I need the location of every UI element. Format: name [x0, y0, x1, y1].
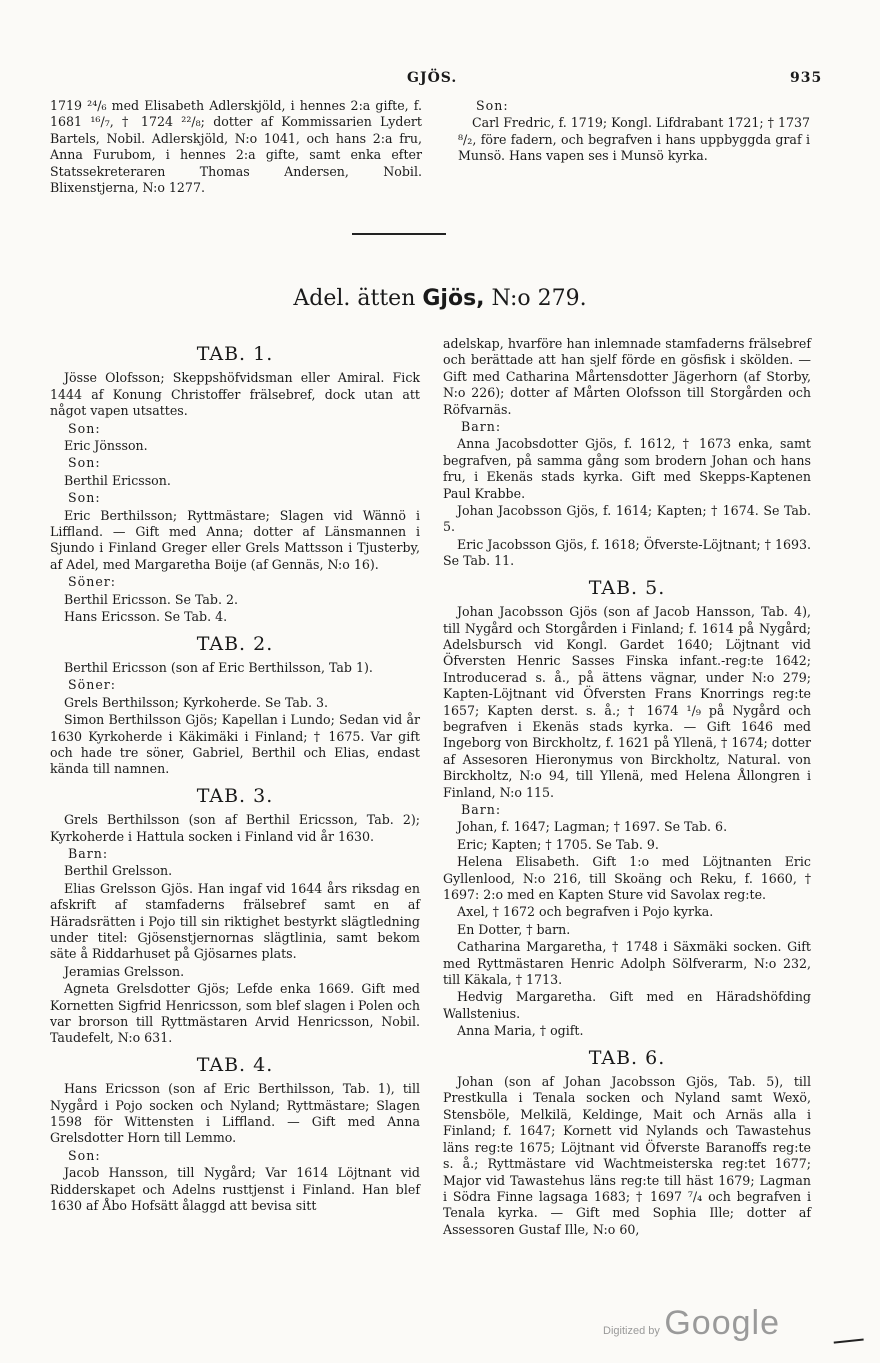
tab-heading: TAB. 6. — [588, 1046, 666, 1069]
title-suffix: N:o 279. — [491, 286, 587, 311]
text-paragraph: Eric; Kapten; † 1705. Se Tab. 9. — [457, 836, 659, 852]
text-paragraph: Agneta Grelsdotter Gjös; Lefde enka 1669. Gift med Kornetten Sigfrid Henricsson, som blef slagen i Polen och var brorson till Ryttmästaren Arvid Henricsson, Nobil. Taudefelt, N:o 631. — [50, 981, 420, 1046]
text-paragraph: Carl Fredric, f. 1719; Kongl. Lifdrabant 1721; † 1737 ⁸/₂, före fadern, och begrafven i hans uppbyggda graf i Munsö. Hans vapen ses i Munsö kyrka. — [458, 115, 810, 164]
text-paragraph: En Dotter, † barn. — [457, 921, 571, 937]
tab-heading: TAB. 4. — [196, 1053, 274, 1076]
text-paragraph: Grels Berthilsson (son af Berthil Ericsson, Tab. 2); Kyrkoherde i Hattula socken i Finland vid år 1630. — [50, 812, 420, 844]
watermark-small: Digitized by — [603, 1325, 660, 1337]
section-label: Son: — [68, 1147, 101, 1163]
tab-heading: TAB. 5. — [588, 576, 666, 599]
text-paragraph: Jeramias Grelsson. — [64, 963, 185, 979]
text-paragraph: Eric Jacobsson Gjös, f. 1618; Öfverste-Löjtnant; † 1693. Se Tab. 11. — [443, 536, 811, 569]
title-prefix: Adel. ätten — [293, 286, 416, 311]
text-paragraph: Jösse Olofsson; Skeppshöfvidsman eller Amiral. Fick 1444 af Konung Christoffer frälsebref, dock utan att något vapen utsattes. — [50, 370, 420, 419]
right-column — [443, 336, 811, 1239]
digitized-watermark — [603, 1304, 780, 1343]
text-paragraph: Eric Jönsson. — [64, 438, 148, 454]
section-divider — [352, 233, 446, 235]
printer-flourish — [834, 1338, 865, 1349]
section-label: Söner: — [68, 574, 117, 590]
text-paragraph: Anna Maria, † ogift. — [457, 1023, 584, 1039]
tab-heading: TAB. 3. — [196, 784, 274, 807]
text-paragraph: Helena Elisabeth. Gift 1:o med Löjtnanten Eric Gyllenlood, N:o 216, till Skoäng och Reku, f. 1660, † 1697: 2:o med en Kapten Sture vid Savolax reg:te. — [443, 854, 811, 902]
text-paragraph: Catharina Margaretha, † 1748 i Säxmäki socken. Gift med Ryttmästaren Henric Adolph Sölfverarm, N:o 232, till Käkala, † 1713. — [443, 939, 811, 988]
text-paragraph: Hans Ericsson. Se Tab. 4. — [64, 609, 228, 625]
family-title — [0, 286, 880, 311]
text-paragraph: Jacob Hansson, till Nygård; Var 1614 Löjtnant vid Ridderskapet och Adelns rusttjenst i Finland. Han blef 1630 af Åbo Hofsätt ålaggd att bevisa sitt — [50, 1165, 420, 1214]
text-paragraph: 1719 ²⁴/₆ med Elisabeth Adlerskjöld, i hennes 2:a gifte, f. 1681 ¹⁶/₇, † 1724 ²²/₈; dotter af Kommissarien Lydert Bartels, Nobil. Adlerskjöld, N:o 1041, och hans 2:a fru, Anna Furubom, i hennes 2:a gifte, samt enka efter Statssekreteraren Thomas Andersen, Nobil. Blixenstjerna, N:o 1277. — [50, 98, 422, 196]
section-label: Barn: — [68, 845, 109, 861]
text-paragraph: Elias Grelsson Gjös. Han ingaf vid 1644 års riksdag en afskrift af stamfaderns frälsebref samt en af Häradsrätten i Pojo till sin riktighet bestyrkt slägtledning under titel: Gjösenstjernornas slägtlinia, samt bekom säte å Riddarhuset på Gjösarnes plats. — [50, 880, 420, 962]
text-paragraph: Berthil Ericsson. Se Tab. 2. — [64, 591, 238, 607]
section-label: Söner: — [68, 677, 117, 693]
section-label: Son: — [68, 455, 101, 471]
text-paragraph: Johan (son af Johan Jacobsson Gjös, Tab. 5), till Prestkulla i Tenala socken och Nyland samt Wexö, Stensböle, Melkilä, Keldinge, Mait och Arnäs alla i Finland; f. 1647; Kornett vid Nylands och Tawastehus läns reg:te 1675; Löjtnant vid Öfverste Baranoffs reg:te s. å.; Ryttmästare vid Wachtmeisterska reg:tet 1677; Major vid Tawastehus läns reg:te till häst 1679; Lagman i Södra Finne lagsaga 1683; † 1697 ⁷/₄ och begrafven i Tenala kyrka. — Gift med Sophia Ille; dotter af Assessoren Gustaf Ille, N:o 60, — [443, 1074, 811, 1237]
watermark-logo: Google — [664, 1304, 780, 1342]
tab-heading: TAB. 2. — [196, 632, 274, 655]
section-label: Barn: — [461, 801, 502, 817]
text-paragraph: Johan, f. 1647; Lagman; † 1697. Se Tab. 6. — [457, 819, 728, 835]
running-title: GJÖS. — [407, 70, 458, 86]
text-paragraph: Axel, † 1672 och begrafven i Pojo kyrka. — [457, 904, 714, 920]
section-label: Son: — [476, 98, 509, 113]
tab-heading: TAB. 1. — [196, 343, 274, 365]
top-right-column — [458, 98, 810, 166]
text-paragraph: Hans Ericsson (son af Eric Berthilsson, Tab. 1), till Nygård i Pojo socken och Nyland; Ryttmästare; Slagen 1598 för Wittensten i Liffland. — Gift med Anna Grelsdotter Horn till Lemmo. — [50, 1081, 420, 1146]
text-paragraph: Grels Berthilsson; Kyrkoherde. Se Tab. 3. — [64, 694, 329, 710]
title-name: Gjös, — [422, 286, 485, 311]
text-paragraph: Johan Jacobsson Gjös, f. 1614; Kapten; † 1674. Se Tab. 5. — [443, 503, 811, 535]
text-paragraph: Berthil Grelsson. — [64, 863, 173, 879]
text-paragraph: Berthil Ericsson. — [64, 472, 171, 488]
text-paragraph: Eric Berthilsson; Ryttmästare; Slagen vid Wännö i Liffland. — Gift med Anna; dotter af Länsmannen i Sjundo i Finland Greger eller Grels Mattsson i Tjusterby, af Adel, med Margaretha Boije (af Gennäs, N:o 16). — [50, 507, 420, 572]
text-paragraph: Simon Berthilsson Gjös; Kapellan i Lundo; Sedan vid år 1630 Kyrkoherde i Käkimäki i Finland; † 1675. Var gift och hade tre söner, Gabriel, Berthil och Elias, endast kända till namnen. — [50, 712, 420, 777]
top-left-column — [50, 98, 422, 197]
text-paragraph: Berthil Ericsson (son af Eric Berthilsson, Tab 1). — [64, 659, 373, 675]
left-column — [50, 336, 420, 1216]
section-label: Barn: — [461, 419, 502, 435]
text-paragraph: adelskap, hvarföre han inlemnade stamfaderns frälsebref och berättade att han sjelf förde en gösfisk i skölden. — Gift med Catharina Mårtensdotter Jägerhorn (af Storby, N:o 226); dotter af Mårten Olofsson till Storgården och Röfvarnäs. — [443, 336, 811, 417]
text-paragraph: Anna Jacobsdotter Gjös, f. 1612, † 1673 enka, samt begrafven, på samma gång som brodern Johan och hans fru, i Ekenäs stads kyrka. Gift med Skepps-Kaptenen Paul Krabbe. — [443, 436, 811, 501]
text-paragraph: Hedvig Margaretha. Gift med en Häradshöfding Wallstenius. — [443, 989, 811, 1021]
section-label: Son: — [68, 490, 101, 506]
section-label: Son: — [68, 420, 101, 436]
text-paragraph: Johan Jacobsson Gjös (son af Jacob Hansson, Tab. 4), till Nygård och Storgården i Finland; f. 1614 på Nygård; Adelsbursch vid Kongl. Gardet 1640; Löjtnant vid Öfversten Henric Sasses Finska infant.-reg:te 1642; Introducerad s. å., på ättens vägnar, under N:o 279; Kapten-Löjtnant vid Öfversten Frans Knorrings reg:te 1657; Kapten derst. s. å.; † 1674 ¹/₉ på Nygård och begrafven i Ekenäs stads kyrka. — Gift 1646 med Ingeborg von Birckholtz, f. 1621 på Yllenä, † 1674; dotter af Assesoren Hieronymus von Birckholtz, Natural. von Birckholtz, N:o 94, till Yllenä, med Helena Ållongren i Finland, N:o 115. — [443, 604, 811, 800]
page-number: 935 — [790, 70, 823, 86]
